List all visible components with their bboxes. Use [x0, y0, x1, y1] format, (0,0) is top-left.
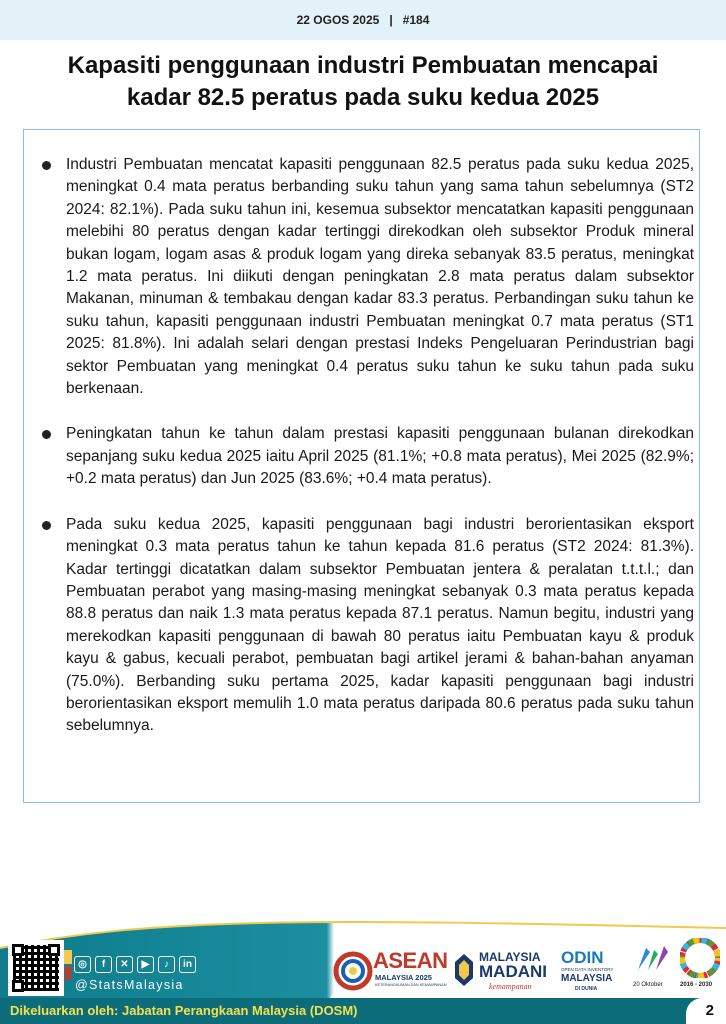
asean-tagline: KETERANGKUMAN DAN KEMAMPANAN: [375, 983, 447, 987]
statistics-day-icon: [634, 942, 670, 978]
tiktok-icon[interactable]: ♪: [158, 956, 175, 973]
publication-date: 22 OGOS 2025: [296, 13, 380, 27]
madani-emblem-icon: [453, 952, 475, 988]
madani-line-2: MADANI: [479, 962, 547, 981]
odin-subtitle: OPEN DATA INVENTORY: [561, 967, 614, 972]
odin-title: ODIN: [561, 948, 604, 967]
title-line-1: Kapasiti penggunaan industri Pembuatan mencapai: [67, 52, 659, 79]
asean-malaysia-logo: [333, 948, 448, 994]
madani-line-3: kemampanan: [489, 982, 532, 991]
bullet-text: Industri Pembuatan mencatat kapasiti penggunaan 82.5 peratus pada suku kedua 2025, meningkat 0.4 mata peratus berbanding suku tahun yang sama tahun sebelumnya (ST2 2024: 82.1%). Pada suku tahun ini, kesemua subsektor mencatatkan kapasiti penggunaan melebihi 80 peratus dengan kadar tertinggi direkodkan oleh subsektor Produk mineral bukan logam, logam asas & produk logam yang direka sebanyak 83.5 peratus, meningkat 1.2 mata peratus. Ini diikuti dengan peningkatan 2.8 mata peratus dalam subsektor Makanan, minuman & tembakau dengan kadar 83.3 peratus. Perbandingan suku tahun ke suku tahun, kapasiti penggunaan industri Pembuatan meningkat 0.7 mata peratus (ST1 2025: 81.8%). Ini adalah selari dengan prestasi Indeks Pengeluaran Perindustrian bagi sektor Pembuatan yang meningkat 0.4 peratus suku tahun ke suku tahun pada suku berkenaan.: [66, 156, 694, 398]
madani-line-1: MALAYSIA: [479, 950, 541, 964]
world-statistics-day-logo: [630, 942, 674, 994]
title-line-2: kadar 82.5 peratus pada suku kedua 2025: [126, 84, 600, 111]
page-title: [20, 50, 706, 114]
bullet-icon: [42, 161, 51, 170]
bullet-text: Pada suku kedua 2025, kapasiti penggunaan bagi industri berorientasikan eksport meningkat 0.3 mata peratus tahun ke tahun kepada 81.6 peratus (ST2 2024: 81.3%). Kadar tertinggi dicatatkan dalam subsektor Pembuatan jentera & peralatan t.t.t.l.; dan Pembuatan perabot yang masing-masing meningkat sebanyak 0.3 mata peratus kepada 88.8 peratus dan naik 1.3 mata peratus kepada 87.1 peratus. Namun begitu, industri yang merekodkan kapasiti penggunaan di bawah 80 peratus iaitu Pembuatan kayu & produk kayu & gabus, kecuali perabot, pembuatan bagi artikel jerami & bahan-bahan anyaman (75.0%). Berbanding suku pertama 2025, kadar kapasiti penggunaan bagi industri berorientasikan eksport memulih 1.0 mata peratus daripada 80.6 peratus pada suku tahun sebelumnya.: [66, 515, 694, 735]
social-handle[interactable]: @StatsMalaysia: [75, 978, 184, 992]
asean-emblem-icon: [333, 950, 373, 992]
statistics-day-date: 20 Oktober: [633, 982, 663, 988]
list-item: [42, 154, 694, 400]
list-item: [42, 514, 694, 738]
bullet-list: [42, 154, 694, 761]
malaysia-madani-logo: [453, 948, 555, 994]
jata-negara-icon: [64, 946, 72, 986]
youtube-icon[interactable]: ▶: [137, 956, 154, 973]
qr-code[interactable]: [8, 940, 64, 996]
sdg-logo: [678, 938, 722, 994]
sdg-wheel-icon: [680, 938, 720, 978]
x-icon[interactable]: ✕: [116, 956, 133, 973]
asean-subtitle: MALAYSIA 2025: [375, 973, 432, 982]
facebook-icon[interactable]: f: [95, 956, 112, 973]
content-box: [23, 129, 700, 803]
sdg-years: 2016 - 2030: [680, 982, 713, 988]
header-bar: [0, 0, 726, 40]
linkedin-icon[interactable]: in: [179, 956, 196, 973]
asean-title: ASEAN: [373, 948, 448, 973]
footer: [0, 918, 726, 1024]
odin-logo: [561, 948, 623, 994]
footer-bar: [0, 998, 726, 1024]
odin-country: MALAYSIA: [561, 973, 613, 984]
bullet-icon: [42, 430, 51, 439]
list-item: [42, 423, 694, 490]
issue-number: #184: [402, 13, 430, 27]
bullet-text: Peningkatan tahun ke tahun dalam prestasi kapasiti penggunaan bulanan direkodkan sepanjang suku kedua 2025 iaitu April 2025 (81.1%; +0.8 mata peratus), Mei 2025 (82.9%; +0.2 mata peratus) dan Jun 2025 (83.6%; +0.4 mata peratus).: [66, 425, 694, 488]
header-separator: |: [389, 13, 393, 27]
instagram-icon[interactable]: ◎: [74, 956, 91, 973]
issuer-text: Dikeluarkan oleh: Jabatan Perangkaan Malaysia (DOSM): [10, 1003, 358, 1018]
social-icons: [74, 956, 196, 973]
bullet-icon: [42, 521, 51, 530]
odin-rank: DI DUNIA: [575, 986, 598, 992]
page-number: 2: [705, 1002, 714, 1019]
